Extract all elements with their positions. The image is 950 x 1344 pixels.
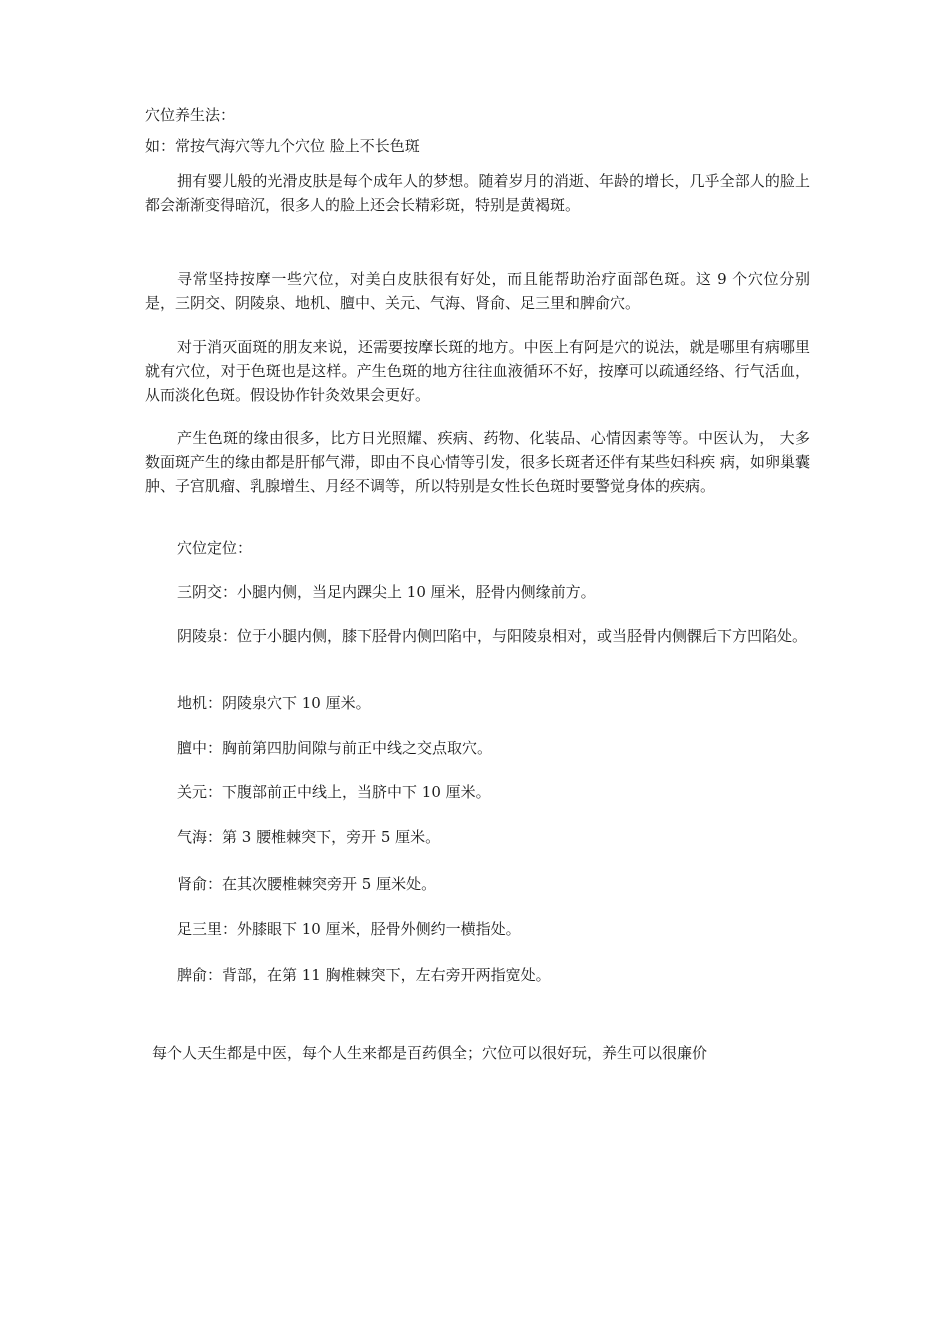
acupoint-danzhong: 膻中：胸前第四肋间隙与前正中线之交点取穴。 xyxy=(177,739,493,757)
acupoint-pishu: 脾俞：背部，在第 11 胸椎棘突下，左右旁开两指宽处。 xyxy=(177,966,551,984)
paragraph-intro: 拥有婴儿般的光滑皮肤是每个成年人的梦想。随着岁月的消逝、年龄的增长，几乎全部人的脸上都会渐渐变得暗沉，很多人的脸上还会长精彩斑，特别是黄褐斑。 xyxy=(145,172,810,214)
acupoint-diji: 地机：阴陵泉穴下 10 厘米。 xyxy=(177,694,371,712)
acupoint-yinlingquan: 阴陵泉：位于小腿内侧，膝下胫骨内侧凹陷中，与阳陵泉相对，或当胫骨内侧髁后下方凹陷处。 xyxy=(177,627,808,645)
document-subheading: 如：常按气海穴等九个穴位 脸上不长色斑 xyxy=(145,137,420,155)
acupoint-zusanli: 足三里：外膝眼下 10 厘米，胫骨外侧约一横指处。 xyxy=(177,920,521,938)
paragraph-nine-acupoints: 寻常坚持按摩一些穴位，对美白皮肤很有好处，而且能帮助治疗面部色斑。这 9 个穴位分别是，三阴交、阴陵泉、地机、膻中、关元、气海、肾俞、足三里和脾俞穴。 xyxy=(145,270,810,312)
acupoint-shenshu: 肾俞：在其次腰椎棘突旁开 5 厘米处。 xyxy=(177,875,437,893)
section-acupoint-locations: 穴位定位： xyxy=(177,539,253,557)
paragraph-causes: 产生色斑的缘由很多，比方日光照耀、疾病、药物、化装品、心情因素等等。中医认为， 大多数面斑产生的缘由都是肝郁气滞，即由不良心情等引发，很多长斑者还伴有某些妇科疾 病，如卵巢囊肿、子宫肌瘤、乳腺增生、月经不调等，所以特别是女性长色斑时要警觉身体的疾病。 xyxy=(145,429,810,495)
acupoint-guanyuan: 关元：下腹部前正中线上，当脐中下 10 厘米。 xyxy=(177,783,491,801)
acupoint-sanyinjiao: 三阴交：小腿内侧，当足内踝尖上 10 厘米，胫骨内侧缘前方。 xyxy=(177,583,596,601)
paragraph-ashi-points: 对于消灭面斑的朋友来说，还需要按摩长斑的地方。中医上有阿是穴的说法，就是哪里有病哪里就有穴位，对于色斑也是这样。产生色斑的地方往往血液循环不好，按摩可以疏通经络、行气活血，从而淡化色斑。假设协作针灸效果会更好。 xyxy=(145,338,810,404)
document-footer: 每个人天生都是中医，每个人生来都是百药俱全；穴位可以很好玩，养生可以很廉价 xyxy=(152,1044,708,1062)
document-heading: 穴位养生法： xyxy=(145,106,236,124)
acupoint-qihai: 气海：第 3 腰椎棘突下，旁开 5 厘米。 xyxy=(177,828,441,846)
